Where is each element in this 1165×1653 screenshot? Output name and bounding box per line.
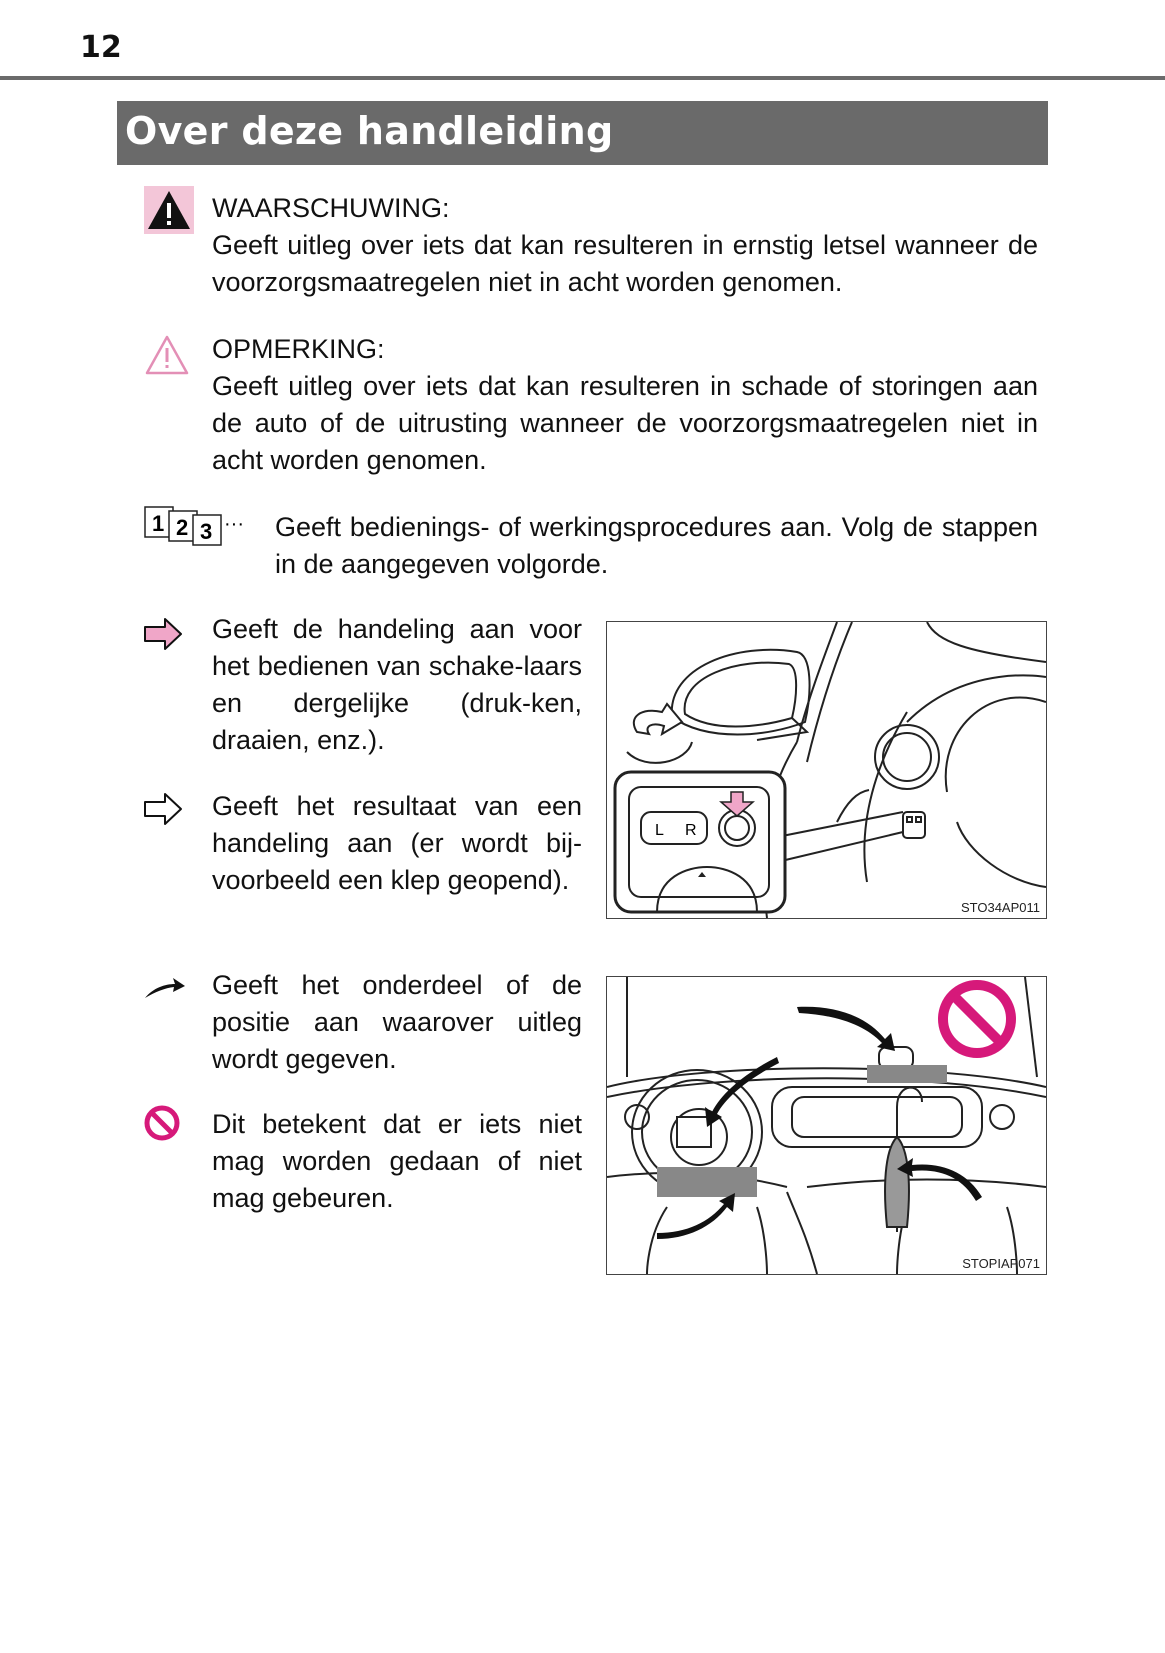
interior-illustration [607,977,1046,1274]
section-title: Over deze handleiding [125,109,614,153]
legend-text-pointer: Geeft het onderdeel of de positie aan waarover uitleg wordt gegeven. [212,970,582,1074]
warning-block [212,190,1038,301]
figure-code-2: STOPIAP071 [962,1256,1040,1271]
notice-label: OPMERKING: [212,334,385,364]
legend-item-pointer [212,967,582,1078]
warning-label: WAARSCHUWING: [212,193,450,223]
operation-arrow-icon [143,617,183,651]
section-header [117,101,1048,165]
step-numbers-icon [144,506,256,546]
figure-mirror-switch [606,621,1047,919]
page-number: 12 [80,30,122,65]
legend-item-prohibition [212,1106,582,1217]
header-rule [0,76,1165,80]
notice-block [212,331,1038,479]
switch-label-l: L [655,822,664,839]
caution-triangle-icon [144,334,190,376]
mirror-switch-illustration [607,622,1046,918]
legend-item-result [212,788,582,899]
legend-text-prohibition: Dit betekent dat er iets niet mag worden gedaan of niet mag gebeuren. [212,1109,582,1213]
warning-triangle-icon [144,186,194,234]
legend-text-result: Geeft het resultaat van een handeling aan (er wordt bij-voorbeeld een klep geopend). [212,791,582,895]
switch-label-r: R [685,822,697,839]
step-number-2: 2 [176,515,189,540]
step-number-3: 3 [200,519,213,544]
steps-ellipsis: ··· [224,513,244,535]
steps-text: Geeft bedienings- of werkingsprocedures aan. Volg de stappen in de aangegeven volgorde. [275,512,1038,579]
notice-text: Geeft uitleg over iets dat kan resulteren in schade of storingen aan de auto of de uitrusting wanneer de voorzorgsmaatregelen niet in acht worden genomen. [212,371,1038,475]
legend-item-operation [212,611,582,759]
result-arrow-icon [143,792,183,826]
figure-interior [606,976,1047,1275]
pointer-arrow-icon [143,976,187,1002]
prohibition-icon [143,1104,181,1142]
steps-block [275,509,1038,583]
step-number-1: 1 [152,511,165,536]
warning-text: Geeft uitleg over iets dat kan resulteren in ernstig letsel wanneer de voorzorgsmaatregelen niet in acht worden genomen. [212,230,1038,297]
legend-text-operation: Geeft de handeling aan voor het bedienen van schake-laars en dergelijke (druk-ken, draaien, enz.). [212,614,582,755]
figure-code-1: STO34AP011 [960,900,1040,915]
